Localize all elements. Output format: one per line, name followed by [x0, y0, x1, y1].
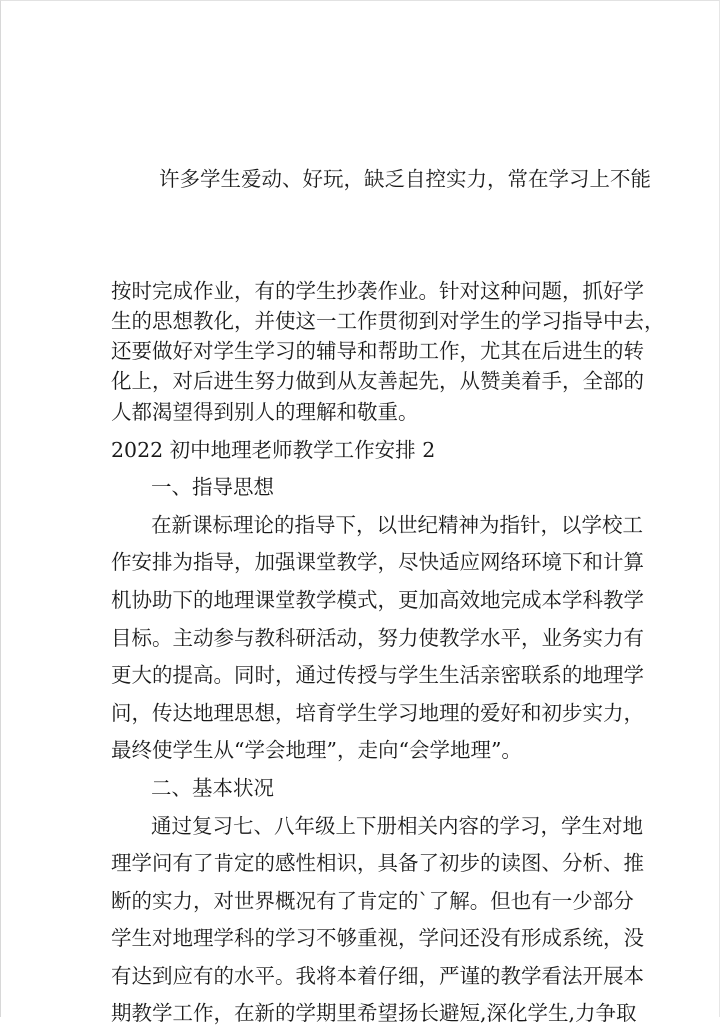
text-line: 在新课标理论的指导下，以世纪精神为指针，以学校工	[151, 512, 643, 537]
text-line: 通过复习七、八年级上下册相关内容的学习，学生对地	[151, 813, 643, 838]
text-line: 许多学生爱动、好玩，缺乏自控实力，常在学习上不能	[159, 167, 651, 192]
text-line: 最终使学生从“学会地理”，走向“会学地理”。	[111, 738, 522, 763]
text-line: 还要做好对学生学习的辅导和帮助工作，尤其在后进生的转	[111, 338, 644, 363]
text-line: 有达到应有的水平。我将本着仔细，严谨的教学看法开展本	[111, 963, 644, 988]
text-line: 化上，对后进生努力做到从友善起先，从赞美着手，全部的	[111, 368, 644, 393]
document-body	[111, 86, 665, 1033]
text-line: 断的实力，对世界概况有了肯定的`了解。但也有一少部分	[111, 888, 634, 913]
text-line: 理学问有了肯定的感性相识，具备了初步的读图、分析、推	[111, 851, 644, 876]
text-line: 机协助下的地理课堂教学模式，更加高效地完成本学科教学	[111, 587, 644, 612]
text-line: 目标。主动参与教科研活动，努力使教学水平，业务实力有	[111, 625, 644, 650]
document-heading: 2022 初中地理老师教学工作安排 2	[111, 437, 436, 462]
text-line: 问，传达地理思想，培育学生学习地理的爱好和初步实力，	[111, 700, 644, 725]
paragraph-student-habits	[118, 86, 651, 274]
text-line: 作安排为指导，加强课堂教学，尽快适应网络环境下和计算	[111, 550, 644, 575]
section-heading-guiding-ideology: 一、指导思想	[151, 475, 274, 500]
text-line: 人都渴望得到别人的理解和敬重。	[111, 399, 419, 424]
text-line: 学生对地理学科的学习不够重视，学问还没有形成系统，没	[111, 926, 644, 951]
text-line: 按时完成作业，有的学生抄袭作业。针对这种问题，抓好学	[111, 278, 644, 303]
text-line: 生的思想教化，并使这一工作贯彻到对学生的学习指导中去，	[111, 308, 665, 333]
text-line: 更大的提高。同时，通过传授与学生生活亲密联系的地理学	[111, 663, 644, 688]
section-heading-basic-situation: 二、基本状况	[151, 775, 274, 800]
text-line: 期教学工作，在新的学期里希望扬长避短,深化学生,力争取	[111, 1001, 637, 1026]
